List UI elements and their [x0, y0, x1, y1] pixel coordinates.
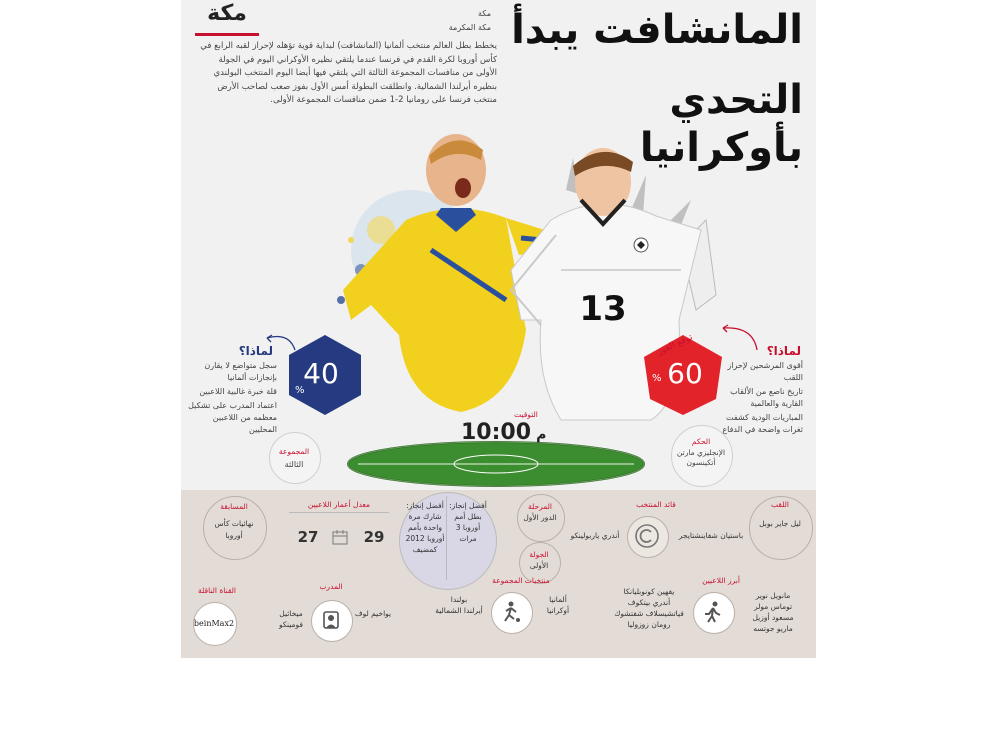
best-ua: أفضل إنجاز: شارك مرة واحدة بأمم أوروبا 2012 كمضيف: [405, 501, 445, 554]
ukraine-reason-3: اعتماد المدرب على تشكيل معظمه من اللاعبين المحليين: [188, 401, 277, 434]
germany-reason-2: تاريخ ناصع من الألقاب القارية والعالمية: [730, 387, 803, 408]
page-title-line2: التحدي بأوكرانيا: [639, 77, 803, 171]
player-ua-4: رومان زوزوليا: [627, 620, 671, 629]
player-de-2: توماس مولر: [753, 602, 793, 611]
player-de-4: ماريو جوتسه: [753, 624, 793, 633]
age-divider: [289, 512, 389, 513]
group-circle: [269, 432, 321, 484]
group-teams-label: منتخبات المجموعة: [492, 576, 550, 585]
ukraine-prediction-badge: [289, 335, 361, 415]
germany-prediction-badge: [644, 335, 722, 415]
logo: [195, 1, 259, 37]
competition-value: نهائيات كأس أوروبا: [214, 519, 254, 540]
player-ua-1: يفهين كونوبليانكا: [623, 587, 675, 596]
ukraine-reason-2: قلة خبرة غالبية اللاعبين: [199, 387, 277, 396]
germany-reasons: [717, 360, 813, 438]
age-de: 29: [363, 528, 385, 546]
coach-label: المدرب: [319, 582, 343, 591]
best-de: أفضل إنجاز: بطل أمم أوروبا 3 مرات: [449, 501, 487, 543]
referee-label: الحكم: [691, 437, 711, 446]
leader-label: قائد المنتخب: [636, 500, 676, 509]
page-title-line1: المانشافت يبدأ: [511, 7, 803, 53]
germany-prediction-label: توقع الفوز: [655, 332, 695, 358]
group-teams-a: [533, 594, 583, 616]
coach-ua: ميخائيل فومينكو: [278, 609, 304, 629]
time-label: التوقيت: [514, 410, 538, 419]
ukraine-reasons: [187, 360, 287, 438]
group-teams-b: [429, 594, 489, 616]
group-team-b1: بولندا: [450, 595, 468, 604]
coach-icon: [319, 608, 343, 632]
player-de-1: مانويل نوير: [755, 591, 791, 600]
time-display: [461, 420, 571, 450]
competition-label: المسابقة: [220, 502, 248, 511]
players-de: [737, 590, 809, 634]
jawla-value: الأولى: [529, 561, 549, 570]
runner-icon: [701, 600, 725, 624]
germany-reason-3: المباريات الودية كشفت ثغرات واضحة في الدفاع: [722, 413, 803, 434]
captain-value: ليل جاير بوبل: [759, 519, 801, 528]
germany-why-title: لماذا؟: [766, 344, 801, 358]
age-ua: 27: [297, 528, 319, 546]
germany-reason-1: أقوى المرشحين لإحراز اللقب: [727, 361, 803, 382]
group-value: الثالثة: [284, 460, 304, 469]
ukraine-percent-sign: %: [295, 385, 305, 396]
location: مكة المكرمة: [448, 23, 491, 32]
source-credit: مكة: [478, 9, 491, 18]
germany-prediction-value: 60: [667, 357, 703, 390]
players-label: أبرز اللاعبين: [702, 576, 740, 585]
referee-value: الإنجليزي مارتن أتكينسون: [676, 448, 726, 467]
ukraine-why-title: لماذا؟: [238, 344, 273, 358]
ukraine-prediction-value: 40: [303, 357, 339, 390]
leader-de: باستيان شفاينشتايجر: [678, 531, 744, 540]
group-team-a1: ألمانيا: [549, 595, 567, 604]
group-team-b2: أيرلندا الشمالية: [435, 606, 483, 615]
player-ua-2: أندري بيتكوف: [627, 598, 671, 607]
group-label: المجموعة: [278, 447, 310, 456]
channel-label: القناة الناقلة: [197, 586, 237, 595]
ukraine-arrow-icon: [259, 330, 299, 352]
copyright-icon: [632, 521, 662, 551]
ukraine-reason-1: سجل متواضع لا يقارن بإنجازات ألمانيا: [204, 361, 277, 382]
player-de-3: مسعود أوزيل: [752, 613, 794, 622]
age-label: معدل أعمار اللاعبين: [307, 500, 371, 509]
captain-title: اللقب: [770, 500, 789, 509]
kick-icon: [499, 600, 523, 624]
stats-panel: [181, 490, 816, 658]
round-label: المرحلة: [528, 502, 552, 511]
time-suffix: م: [536, 427, 547, 443]
jawla-label: الجولة: [529, 550, 549, 559]
germany-percent-sign: %: [652, 373, 662, 384]
intro-paragraph: يخطط بطل العالم منتخب ألمانيا (المانشافت) لبداية قوية تؤهله لإحراز لقبه الرابع في كأس أوروبا لكرة القدم في فرنسا عندما يلتقي نظيره الأوكراني اليوم في الجولة الأولى من منافسات المجموعة الثالثة التي يلتقي فيها أيضا اليوم المنتخب البولندي بنظيره أيرلندا الشمالية. وانطلقت البطولة أمس الأول بفوز صعب لصاحب الأرض منتخب فرنسا على رومانيا 2-1 ضمن منافسات المجموعة الأولى.: [200, 41, 497, 105]
round-value: الدور الأول: [523, 513, 557, 522]
infographic: [181, 0, 816, 658]
time-value: 10:00: [461, 420, 532, 445]
calendar-icon: [331, 528, 349, 546]
shirt-number: 13: [579, 289, 627, 329]
leader-ua: أندري ياربولينكو: [570, 531, 620, 540]
channel-value: beinMax2: [193, 619, 235, 628]
group-team-a2: أوكرانيا: [546, 606, 570, 615]
logo-text: مكة: [207, 1, 247, 26]
players-ua: [607, 586, 691, 630]
coach-de: يواخيم لوف: [354, 609, 392, 618]
achievement-divider: [446, 496, 447, 580]
player-ua-3: فياتشيسلاف شفتشوك: [614, 609, 684, 618]
